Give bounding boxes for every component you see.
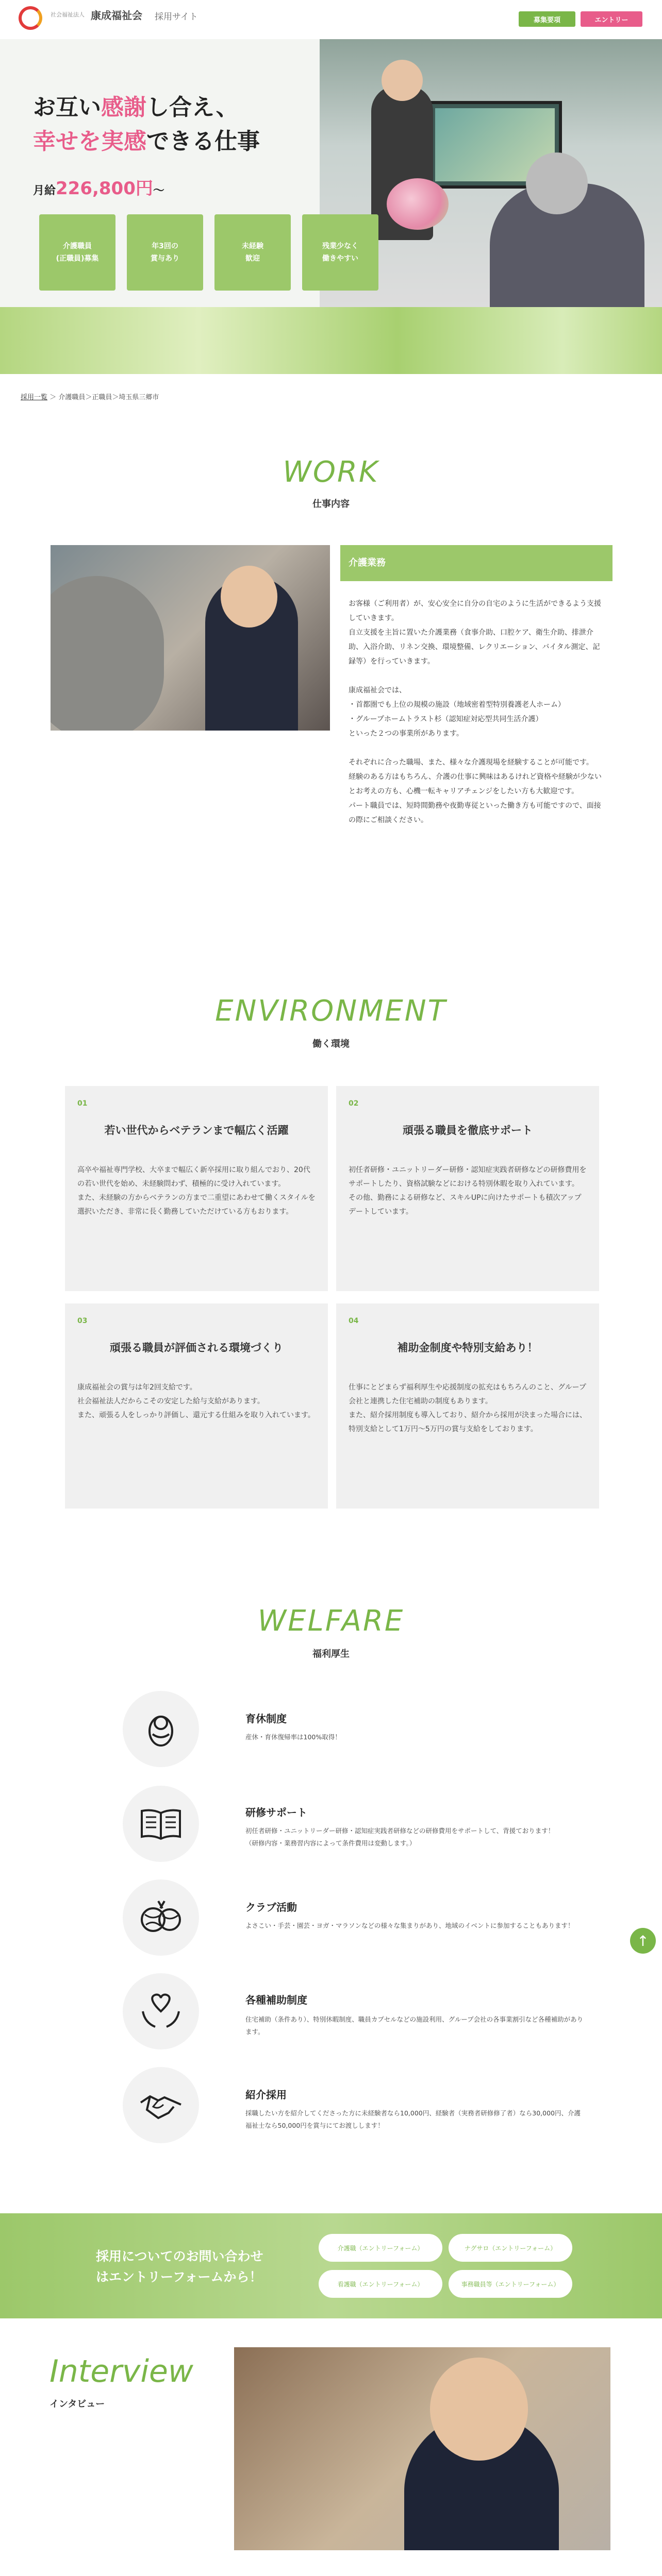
baby-icon <box>123 1691 199 1767</box>
environment-card-title: 補助金制度や特別支給あり！ <box>397 1342 538 1354</box>
page-top-button[interactable]: ↑ <box>630 1928 656 1954</box>
welfare-subtitle: 福利厚生 <box>312 1649 350 1659</box>
environment-card: 04 補助金制度や特別支給あり！ 仕事にとどまらず福利厚生や応援制度の拡充はもちろんのこと、グループ会社と連携した住宅補助の制度もあります。 また、紹介採用制度も導入しており、紹介から採用が決まった場合には、特別支給として1万円〜5万円の賞与支給をしております。 <box>336 1303 599 1509</box>
feature-badge: 介護職員 (正職員)募集 <box>39 214 115 291</box>
entry-form-button[interactable]: 看護職（エントリーフォーム） <box>319 2270 442 2298</box>
environment-card-text: 康成福祉会の賞与は年2回支給です。 社会福祉法人だからこその安定した給与支給があります。 また、頑張る人をしっかり評価し、還元する仕組みを取り入れています。 <box>77 1383 315 1419</box>
welfare-item-text: 産休・育休復帰率は100%取得！ <box>245 1733 341 1741</box>
work-box <box>340 545 613 844</box>
work-subtitle: 仕事内容 <box>312 499 350 510</box>
work-title: WORK <box>283 455 379 489</box>
welfare-title: WELFARE <box>257 1604 405 1638</box>
entry-form-button[interactable]: ナグサロ（エントリーフォーム） <box>449 2234 572 2262</box>
environment-card-text: 初任者研修・ユニットリーダー研修・認知症実践者研修などの研修費用をサポートしたり、資格試験などにおける特別休暇を取り入れています。 その他、勤務による研修など、スキルUPに向けたサポートも積次アップデートしています。 <box>349 1166 587 1216</box>
breadcrumb-home-link[interactable]: 採用一覧 <box>21 394 48 401</box>
entry-button[interactable]: エントリー <box>581 11 642 27</box>
environment-card: 02 頑張る職員を徹底サポート 初任者研修・ユニットリーダー研修・認知症実践者研修などの研修費用をサポートしたり、資格試験などにおける特別休暇を取り入れています。 その他、勤務による研修など、スキルUPに向けたサポートも積次アップデートしています。 <box>336 1086 599 1291</box>
hero-title: お互い感謝し合え、 幸せを実感できる仕事 <box>33 94 260 155</box>
contact-text: 採用についてのお問い合わせ はエントリーフォームから！ <box>96 2249 263 2284</box>
interview-photo <box>234 2347 610 2550</box>
heart-hands-icon <box>123 1973 199 2049</box>
welfare-item-title: 育休制度 <box>245 1713 287 1725</box>
handshake-icon <box>123 2067 199 2143</box>
environment-card-text: 高卒や福祉専門学校、大卒まで幅広く新卒採用に取り組んでおり、20代の若い世代を始め、未経験問わず、積極的に受け入れています。 また、未経験の方からベテランの方まで二重望にあわせて働くスタイルを選択いただき、非常に長く勤務していただけている方もおります。 <box>77 1166 316 1216</box>
work-description: お客様（ご利用者）が、安心安全に自分の自宅のように生活ができるよう支援していきます。 自立支援を主旨に置いた介護業務（食事介助、口腔ケア、衛生介助、排泄介助、入浴介助、リネン交換、環境整備、レクリエーション、バイタル測定、記録等）を行っていきます。 康成福祉会では、 ・首都圏でも上位の規模の施設（地域密着型特別養護老人ホーム） ・グループホームトラスト杉（認知症対応型共同生活介護） といった２つの事業所があります。 それぞれに合った職場、また、様々な介護現場を経験することが可能です。 経験のある方はもちろん、介護の仕事に興味はあるけれど資格や経験が少ないとお考えの方も、心機一転キャリアチェンジをしたい方も大歓迎です。 パート職員では、短時間勤務や夜勤専従といった働き方も可能ですので、面接の際にご相談ください。 <box>349 600 602 824</box>
yarn-icon <box>123 1879 199 1956</box>
breadcrumb: 採用一覧 ＞ 介護職員＞正職員＞埼玉県三郷市 <box>21 394 159 401</box>
site-header <box>0 0 662 39</box>
welfare-item-text: 住宅補助（条件あり）、特別休暇制度、職員カプセルなどの施設利用、グループ会社の各事業割引など各種補助があります。 <box>245 2015 584 2036</box>
environment-card-text: 仕事にとどまらず福利厚生や応援制度の拡充はもちろんのこと、グループ会社と連携した住宅補助の制度もあります。 また、紹介採用制度も導入しており、紹介から採用が決まった場合には、特別支給として1万円〜5万円の賞与支給をしております。 <box>349 1383 587 1433</box>
feature-badge: 未経験 歓迎 <box>214 214 291 291</box>
environment-card-title: 若い世代からベテランまで幅広く活躍 <box>104 1124 289 1137</box>
breadcrumb-current: 介護職員＞正職員＞埼玉県三郷市 <box>58 394 159 401</box>
environment-subtitle: 働く環境 <box>312 1039 350 1049</box>
environment-card-title: 頑張る職員を徹底サポート <box>403 1124 533 1137</box>
welfare-item-title: 研修サポート <box>245 1806 307 1819</box>
logo-subtitle: 社会福祉法人 <box>51 11 85 18</box>
entry-form-button[interactable]: 事務職員等（エントリーフォーム） <box>449 2270 572 2298</box>
environment-card: 03 頑張る職員が評価される環境づくり 康成福祉会の賞与は年2回支給です。 社会福祉法人だからこその安定した給与支給があります。 また、頑張る人をしっかり評価し、還元する仕組みを取り入れています。 <box>65 1303 328 1509</box>
feature-badge: 年3回の 賞与あり <box>127 214 203 291</box>
environment-card: 01 若い世代からベテランまで幅広く活躍 高卒や福祉専門学校、大卒まで幅広く新卒採用に取り組んでおり、20代の若い世代を始め、未経験問わず、積極的に受け入れています。 また、未経験の方からベテランの方まで二重望にあわせて働くスタイルを選択いただき、非常に長く勤務していただけている方もおります。 <box>65 1086 328 1291</box>
welfare-item-title: 紹介採用 <box>245 2089 287 2101</box>
work-photo <box>51 545 330 731</box>
site-label: 採用サイト <box>155 12 198 22</box>
work-box-title: 介護業務 <box>340 545 613 581</box>
environment-title: ENVIRONMENT <box>215 994 447 1028</box>
requirements-button[interactable]: 募集要項 <box>519 11 575 27</box>
welfare-item-text: よさこい・手芸・園芸・ヨガ・マラソンなどの様々な集まりがあり、地域のイベントに参加することもあります！ <box>245 1922 574 1929</box>
welfare-item-text: 初任者研修・ユニットリーダー研修・認知症実践者研修などの研修費用をサポートして、背援ております！ （研修内容・業務習内容によって条件費用は変動します。） <box>245 1827 555 1847</box>
flowers-image <box>387 178 449 230</box>
hero <box>0 39 662 307</box>
hero-salary: 月給226,800円〜 <box>33 178 164 199</box>
feature-badge: 残業少なく 働きやすい <box>302 214 378 291</box>
welfare-item-title: クラブ活動 <box>245 1901 297 1913</box>
leaves-banner <box>0 307 662 374</box>
welfare-item-text: 採職したい方を紹介してくださった方に未経験者なら10,000円、経験者（実務者研修修了者）なら30,000円、介護福祉士なら50,000円を賞与にてお渡しします！ <box>245 2109 581 2129</box>
interview-subtitle: インタビュー <box>49 2399 105 2410</box>
logo-name[interactable]: 康成福祉会 <box>91 9 142 22</box>
logo-mark-icon[interactable] <box>19 6 42 30</box>
interview-title: Interview <box>49 2353 193 2389</box>
book-icon <box>123 1786 199 1862</box>
contact-band <box>0 2213 662 2318</box>
welfare-item-title: 各種補助制度 <box>245 1994 307 2006</box>
environment-card-title: 頑張る職員が評価される環境づくり <box>110 1342 283 1354</box>
entry-form-button[interactable]: 介護職（エントリーフォーム） <box>319 2234 442 2262</box>
